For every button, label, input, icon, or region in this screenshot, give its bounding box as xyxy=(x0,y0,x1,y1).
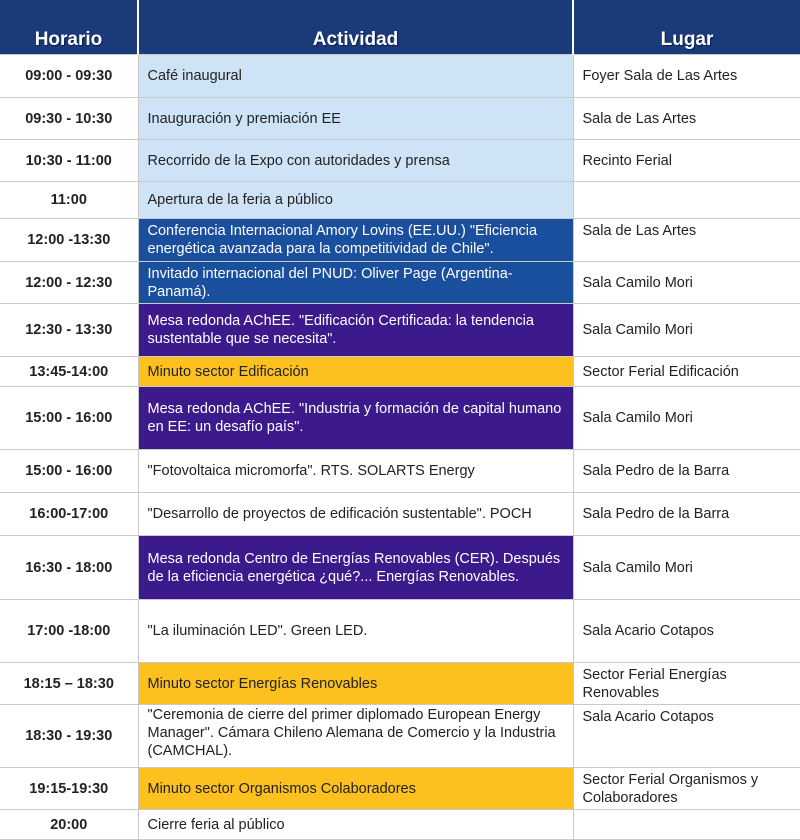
row-place: Sala Camilo Mori xyxy=(573,262,800,304)
row-activity: Minuto sector Energías Renovables xyxy=(138,663,573,705)
table-row xyxy=(0,262,800,304)
row-activity: "Fotovoltaica micromorfa". RTS. SOLARTS Energy xyxy=(138,450,573,493)
row-time: 18:15 – 18:30 xyxy=(0,663,138,705)
row-activity: Inauguración y premiación EE xyxy=(138,98,573,140)
row-place: Foyer Sala de Las Artes xyxy=(573,55,800,98)
table-row xyxy=(0,663,800,705)
row-place: Sector Ferial Organismos y Colaboradores xyxy=(573,768,800,810)
row-place xyxy=(573,182,800,219)
row-activity: Minuto sector Organismos Colaboradores xyxy=(138,768,573,810)
row-time: 15:00 - 16:00 xyxy=(0,450,138,493)
row-place: Sector Ferial Energías Renovables xyxy=(573,663,800,705)
row-time: 17:00 -18:00 xyxy=(0,600,138,663)
table-row xyxy=(0,140,800,182)
row-place: Recinto Ferial xyxy=(573,140,800,182)
table-row xyxy=(0,600,800,663)
table-row xyxy=(0,810,800,840)
table-row xyxy=(0,219,800,262)
row-activity: Mesa redonda Centro de Energías Renovables (CER). Después de la eficiencia energética ¿qué?... Energías Renovables. xyxy=(138,536,573,600)
row-place: Sala Camilo Mori xyxy=(573,536,800,600)
row-time: 09:00 - 09:30 xyxy=(0,55,138,98)
row-activity: Minuto sector Edificación xyxy=(138,357,573,387)
row-place: Sala de Las Artes xyxy=(573,219,800,262)
table-row xyxy=(0,357,800,387)
row-time: 16:00-17:00 xyxy=(0,493,138,536)
table-row xyxy=(0,768,800,810)
header-time: Horario xyxy=(0,0,138,55)
header-activity: Actividad xyxy=(138,0,573,55)
row-place: Sector Ferial Edificación xyxy=(573,357,800,387)
header-row xyxy=(0,0,800,55)
header-place: Lugar xyxy=(573,0,800,55)
row-activity: "Desarrollo de proyectos de edificación sustentable". POCH xyxy=(138,493,573,536)
row-time: 11:00 xyxy=(0,182,138,219)
row-time: 18:30 - 19:30 xyxy=(0,705,138,768)
table-row xyxy=(0,705,800,768)
row-time: 19:15-19:30 xyxy=(0,768,138,810)
row-activity: Mesa redonda AChEE. "Industria y formación de capital humano en EE: un desafío país". xyxy=(138,387,573,450)
table-row xyxy=(0,493,800,536)
table-row xyxy=(0,450,800,493)
row-time: 09:30 - 10:30 xyxy=(0,98,138,140)
table-row xyxy=(0,182,800,219)
row-time: 12:00 -13:30 xyxy=(0,219,138,262)
row-activity: "Ceremonia de cierre del primer diplomado European Energy Manager". Cámara Chileno Alemana de Comercio y la Industria (CAMCHAL). xyxy=(138,705,573,768)
table-row xyxy=(0,98,800,140)
row-place xyxy=(573,810,800,840)
row-activity: Apertura de la feria a público xyxy=(138,182,573,219)
row-activity: Café inaugural xyxy=(138,55,573,98)
row-activity: Mesa redonda AChEE. "Edificación Certificada: la tendencia sustentable que se necesita". xyxy=(138,304,573,357)
row-activity: Invitado internacional del PNUD: Oliver Page (Argentina-Panamá). xyxy=(138,262,573,304)
table-row xyxy=(0,387,800,450)
row-place: Sala de Las Artes xyxy=(573,98,800,140)
row-time: 10:30 - 11:00 xyxy=(0,140,138,182)
row-time: 12:30 - 13:30 xyxy=(0,304,138,357)
row-time: 15:00 - 16:00 xyxy=(0,387,138,450)
row-place: Sala Acario Cotapos xyxy=(573,600,800,663)
table-row xyxy=(0,304,800,357)
row-place: Sala Pedro de la Barra xyxy=(573,493,800,536)
row-activity: Conferencia Internacional Amory Lovins (EE.UU.) "Eficiencia energética avanzada para la competitividad de Chile". xyxy=(138,219,573,262)
row-activity: "La iluminación LED". Green LED. xyxy=(138,600,573,663)
row-time: 12:00 - 12:30 xyxy=(0,262,138,304)
row-time: 13:45-14:00 xyxy=(0,357,138,387)
row-activity: Recorrido de la Expo con autoridades y prensa xyxy=(138,140,573,182)
table-row xyxy=(0,536,800,600)
table-row xyxy=(0,55,800,98)
row-place: Sala Camilo Mori xyxy=(573,304,800,357)
row-place: Sala Camilo Mori xyxy=(573,387,800,450)
row-activity: Cierre feria al público xyxy=(138,810,573,840)
row-place: Sala Pedro de la Barra xyxy=(573,450,800,493)
row-time: 16:30 - 18:00 xyxy=(0,536,138,600)
row-time: 20:00 xyxy=(0,810,138,840)
row-place: Sala Acario Cotapos xyxy=(573,705,800,768)
